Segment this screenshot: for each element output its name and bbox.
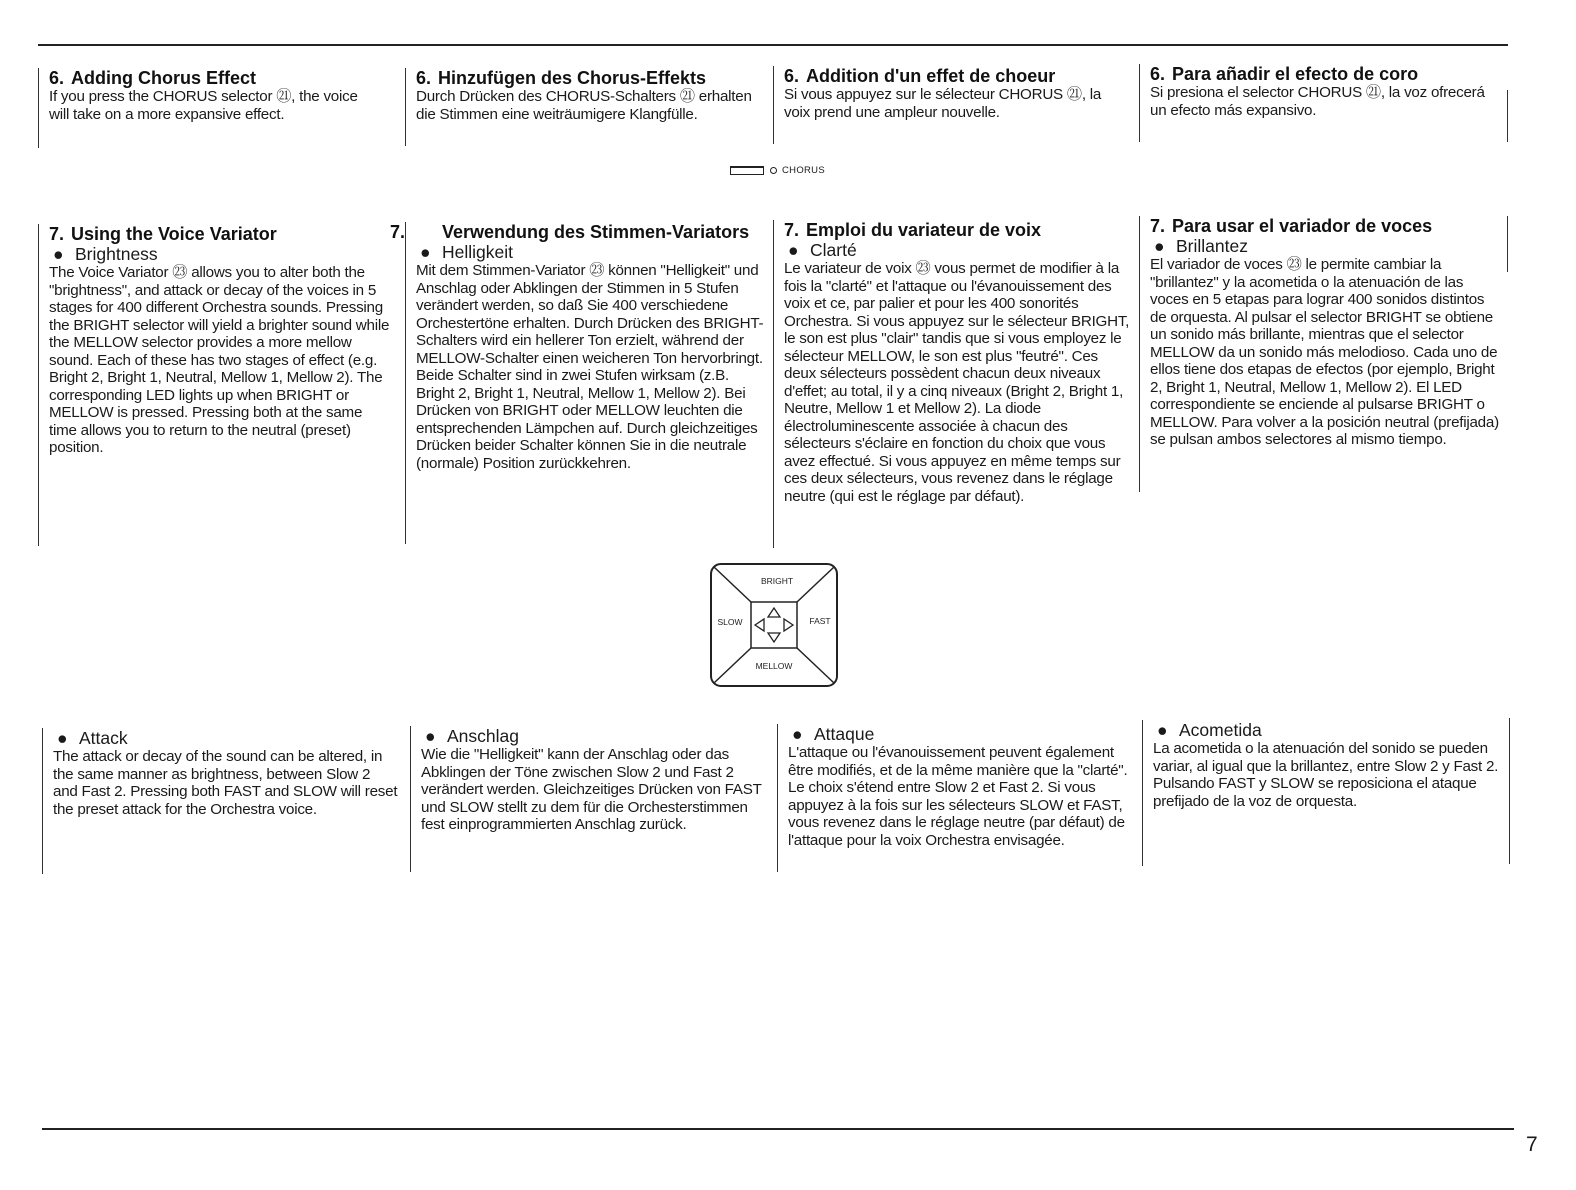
column-right-rule: [1509, 718, 1510, 864]
section-text: Wie die "Helligkeit" kann der Anschlag oder das Abklingen der Töne zwischen Slow 2 und Fast 2 verändert werden. Gleichzeitiges Drücken von FAST und SLOW stellt zu dem für die Orchesterstimmen fest einprogrammierten Anschlag zurück.: [421, 746, 762, 833]
chorus-button-icon: [730, 166, 764, 175]
chorus-en-column: [38, 68, 374, 148]
section-text: El variador de voces ㉓ le permite cambiar la "brillantez" y la acometida o la atenuación de las voces en 5 etapas para lograr 400 sonidos distintos de orquesta. Al pulsar el selector BRIGHT se obtiene un sonido más brillante, mientras que el selector MELLOW da un sonido más melodioso. Cada uno de ellos tiene dos etapas de efectos (por ejemplo, Bright 2, Bright 1, Neutral, Mellow 1, Mellow 2). El LED correspondiente se enciende al pulsarse BRIGHT o MELLOW. Para volver a la posición neutral (prefijada) se pulsan ambos selectores al mismo tiempo.: [1150, 256, 1499, 448]
chorus-es-column: [1139, 64, 1490, 142]
arrow-right-icon: [784, 619, 793, 631]
subsection-heading: ● Attack: [57, 728, 128, 748]
led-indicator-icon: [770, 167, 777, 174]
top-rule: [38, 44, 1508, 46]
chorus-de-column: [405, 68, 759, 146]
chorus-button-illustration: [730, 165, 825, 176]
section-heading: 6. Addition d'un effet de choeur: [784, 66, 1056, 86]
arrow-down-icon: [768, 633, 780, 642]
attack-es-column: [1142, 720, 1499, 866]
section-text: Durch Drücken des CHORUS-Schalters ㉑ erhalten die Stimmen eine weiträumigere Klangfülle.: [416, 88, 752, 123]
attack-fr-column: [777, 724, 1131, 872]
subsection-heading: ● Helligkeit: [420, 242, 513, 262]
subsection-heading: ● Brightness: [53, 244, 158, 264]
section-heading: 7. Using the Voice Variator: [49, 224, 277, 244]
section-text: Si presiona el selector CHORUS ㉑, la voz ofrecerá un efecto más expansivo.: [1150, 84, 1485, 119]
section-heading: 6. Adding Chorus Effect: [49, 68, 256, 88]
chorus-button-label: CHORUS: [782, 165, 825, 176]
section-heading: 6. Para añadir el efecto de coro: [1150, 64, 1419, 84]
variator-fr-column: [773, 220, 1132, 548]
section-text: The attack or decay of the sound can be altered, in the same manner as brightness, between Slow 2 and Fast 2. Pressing both FAST and SLOW will reset the preset attack for the Orchestra voice.: [53, 748, 398, 818]
section-text: If you press the CHORUS selector ㉑, the voice will take on a more expansive effect.: [49, 88, 358, 123]
subsection-heading: ● Attaque: [792, 724, 875, 744]
section-text: Si vous appuyez sur le sélecteur CHORUS ㉑, la voix prend une ampleur nouvelle.: [784, 86, 1102, 121]
subsection-heading: ● Anschlag: [425, 726, 519, 746]
subsection-heading: ● Acometida: [1157, 720, 1262, 740]
arrow-left-icon: [755, 619, 764, 631]
section-heading: 7. Verwendung des Stimmen-Variators: [390, 222, 750, 242]
section-text: Mit dem Stimmen-Variator ㉓ können "Helligkeit" und Anschlag oder Abklingen der Stimmen in 5 Stufen verändert werden, so daß Sie 400 verschiedene Orchestertöne erhalten. Durch Drücken des BRIGHT-Schalters wird ein hellerer Ton erzielt, während der MELLOW-Schalter einen weicheren Ton hervorbringt. Beide Schalter sind in zwei Stufen wirksam (z.B. Bright 2, Bright 1, Neutral, Mellow 1, Mellow 2). Bei Drücken von BRIGHT oder MELLOW leuchten die entsprechenden Lämpchen auf. Durch gleichzeitiges Drücken beider Schalter können Sie in die neutrale (normale) Position zurückkehren.: [416, 262, 764, 472]
arrow-up-icon: [768, 608, 780, 617]
diagram-diagonal: [714, 567, 751, 602]
section-text: The Voice Variator ㉓ allows you to alter both the "brightness", and attack or decay of the voices in 5 stages for 400 different Orchestra sounds. Pressing the BRIGHT selector will yield a brighter sound while the MELLOW selector provides a more mellow sound. Each of these has two stages of effect (e.g. Bright 2, Bright 1, Neutral, Mellow 1, Mellow 2). The corresponding LED lights up when BRIGHT or MELLOW is pressed. Pressing both at the same time allows you to return to the neutral (preset) position.: [49, 264, 390, 456]
section-heading: 7. Emploi du variateur de voix: [784, 220, 1042, 240]
page-number: 7: [1526, 1133, 1538, 1156]
subsection-heading: ● Clarté: [788, 240, 857, 260]
section-text: Le variateur de voix ㉓ vous permet de modifier à la fois la "clarté" et l'attaque ou l'évanouissement des voix et ce, par palier et pour les 400 sonorités Orchestra. Si vous appuyez sur le sélecteur BRIGHT, le son est plus "clair" tandis que si vous employez le sélecteur MELLOW, le son est plus "feutré". Ces deux sélecteurs possèdent chacun deux niveaux d'effet; au total, il y a cinq niveaux (Bright 2, Bright 1, Neutre, Mellow 1 et Mellow 2). La diode électroluminescente associée à chacun des sélecteurs s'éclaire en fonction du choix que vous avez effectué. Si vous appuyez en même temps sur ces deux sélecteurs, vous revenez dans le réglage neutre (qui est le réglage par défaut).: [784, 260, 1130, 505]
attack-en-column: [42, 728, 398, 874]
column-right-rule: [1507, 90, 1508, 142]
diagram-label-slow: SLOW: [717, 617, 743, 627]
column-right-rule: [1507, 216, 1508, 272]
diagram-label-fast: FAST: [809, 616, 831, 626]
section-text: La acometida o la atenuación del sonido se pueden variar, al igual que la brillantez, entre Slow 2 y Fast 2. Pulsando FAST y SLOW se reposiciona el ataque prefijado de la voz de orquesta.: [1153, 740, 1499, 810]
diagram-diagonal: [797, 648, 834, 683]
voice-variator-diagram: [709, 562, 839, 688]
attack-de-column: [410, 726, 773, 872]
section-heading: 6. Hinzufügen des Chorus-Effekts: [416, 68, 707, 88]
diagram-label-mellow: MELLOW: [755, 661, 793, 671]
bottom-rule: [42, 1128, 1514, 1130]
variator-de-column: [390, 222, 766, 544]
variator-en-column: [38, 224, 392, 546]
chorus-fr-column: [773, 66, 1130, 144]
diagram-diagonal: [797, 567, 834, 602]
variator-es-column: [1139, 216, 1500, 492]
diagram-diagonal: [714, 648, 751, 683]
subsection-heading: ● Brillantez: [1154, 236, 1248, 256]
diagram-label-bright: BRIGHT: [760, 576, 794, 586]
section-text: L'attaque ou l'évanouissement peuvent également être modifiés, et de la même manière que la "clarté". Le choix s'étend entre Slow 2 et Fast 2. Si vous appuyez à la fois sur les sélecteurs SLOW et FAST, vous revenez dans le réglage neutre (par défaut) de l'attaque pour la voix Orchestra envisagée.: [788, 744, 1128, 849]
section-heading: 7. Para usar el variador de voces: [1150, 216, 1433, 236]
